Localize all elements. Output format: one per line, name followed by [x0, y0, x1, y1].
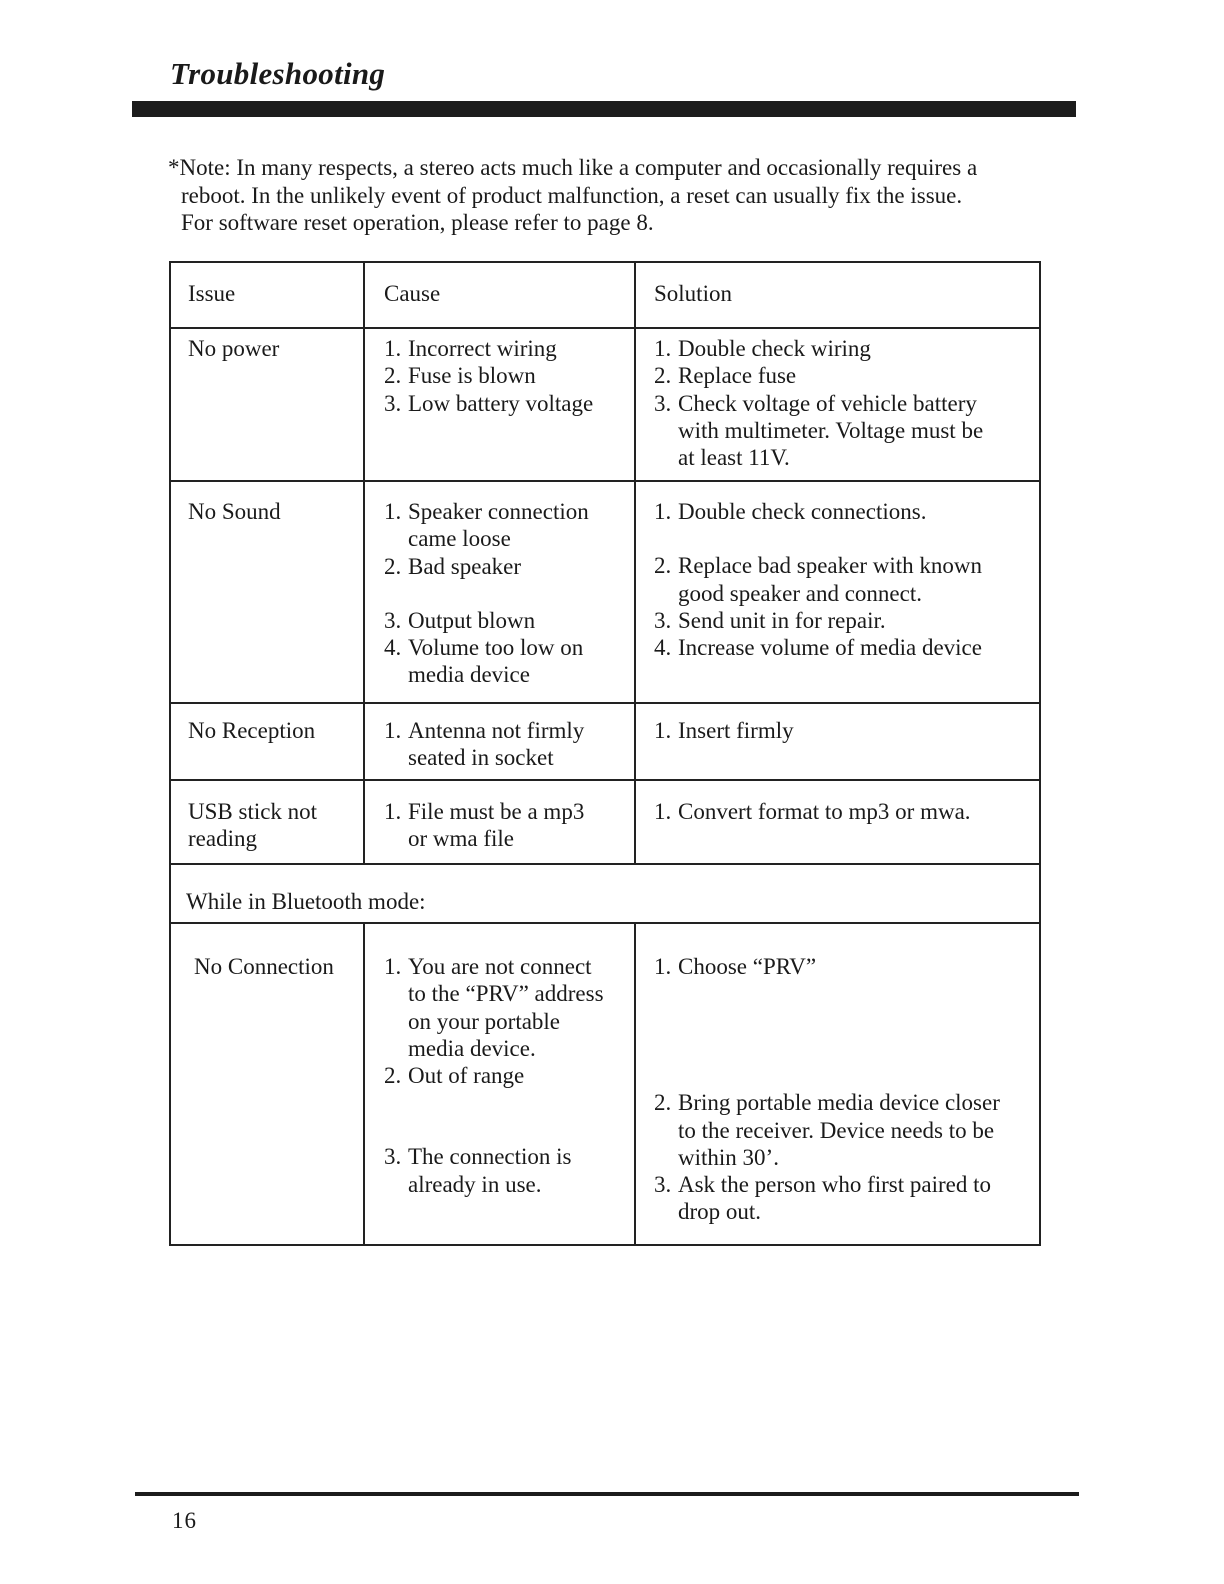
list-item: 1. Insert firmly [654, 718, 794, 743]
page-title: Troubleshooting [170, 56, 386, 91]
list-item: 3. Send unit in for repair. [654, 607, 886, 633]
troubleshooting-table [169, 261, 1041, 1246]
list-item: 1. Speaker connection came loose [384, 499, 589, 552]
issue-cell: USB stick not reading [188, 799, 318, 852]
cause-cell [384, 335, 624, 417]
list-item: 1. You are not connect to the “PRV” address on your portable media device. [384, 954, 604, 1061]
list-item: 4. Volume too low on media device [384, 635, 584, 688]
list-item: 3. Check voltage of vehicle battery with multimeter. Voltage must be at least 11V. [654, 390, 984, 471]
header-issue: Issue [188, 281, 236, 306]
note-line: reboot. In the unlikely event of product malfunction, a reset can usually fix the issue. [181, 182, 963, 208]
header-solution: Solution [654, 281, 732, 306]
list-item: 2. Bad speaker [384, 553, 522, 579]
list-item: 3. Low battery voltage [384, 390, 594, 416]
row-divider [171, 327, 1039, 329]
solution-cell [654, 798, 1004, 825]
cause-cell [384, 717, 609, 772]
cause-cell [384, 498, 609, 689]
issue-cell: No Connection [194, 954, 334, 979]
column-divider [363, 923, 365, 1244]
list-item: 1. Incorrect wiring [384, 336, 557, 361]
list-item: 1. Choose “PRV” [654, 954, 817, 979]
list-item: 2. Replace fuse [654, 363, 797, 389]
row-divider [171, 863, 1039, 865]
row-divider [171, 922, 1039, 924]
note-line: *Note: In many respects, a stereo acts much like a computer and occasionally requires a [168, 155, 978, 180]
row-divider [171, 702, 1039, 704]
list-item: 1. Convert format to mp3 or mwa. [654, 799, 971, 824]
list-item: 3. Output blown [384, 607, 536, 633]
page-number: 16 [172, 1508, 197, 1533]
reset-note [168, 154, 1048, 237]
cause-cell [384, 953, 609, 1198]
cause-cell [384, 798, 609, 853]
list-item: 1. Antenna not firmly seated in socket [384, 718, 585, 771]
column-divider [634, 923, 636, 1244]
list-item: 2. Fuse is blown [384, 363, 536, 389]
issue-cell: No Sound [188, 499, 281, 524]
list-item: 1. Double check wiring [654, 336, 871, 361]
list-item: 3. The connection is already in use. [384, 1144, 572, 1197]
list-item: 1. File must be a mp3 or wma file [384, 799, 585, 852]
issue-cell: No power [188, 336, 280, 361]
list-item: 2. Out of range [384, 1063, 525, 1089]
row-divider [171, 779, 1039, 781]
list-item: 3. Ask the person who first paired to drop out. [654, 1172, 991, 1225]
list-item: 2. Replace bad speaker with known good speaker and connect. [654, 553, 983, 606]
solution-cell [654, 953, 1014, 1226]
column-divider [634, 263, 636, 864]
issue-cell: No Reception [188, 718, 316, 743]
bluetooth-mode-label: While in Bluetooth mode: [186, 889, 426, 914]
solution-cell [654, 717, 1004, 744]
list-item: 2. Bring portable media device closer to the receiver. Device needs to be within 30’. [654, 1090, 1000, 1170]
note-line: For software reset operation, please refer to page 8. [181, 210, 654, 235]
list-item: 1. Double check connections. [654, 499, 927, 524]
header-cause: Cause [384, 281, 441, 306]
list-item: 4. Increase volume of media device [654, 635, 982, 661]
header-rule [132, 101, 1076, 117]
solution-cell [654, 498, 1004, 661]
footer-rule [135, 1492, 1079, 1496]
column-divider [363, 263, 365, 864]
row-divider [171, 480, 1039, 482]
solution-cell [654, 335, 999, 471]
